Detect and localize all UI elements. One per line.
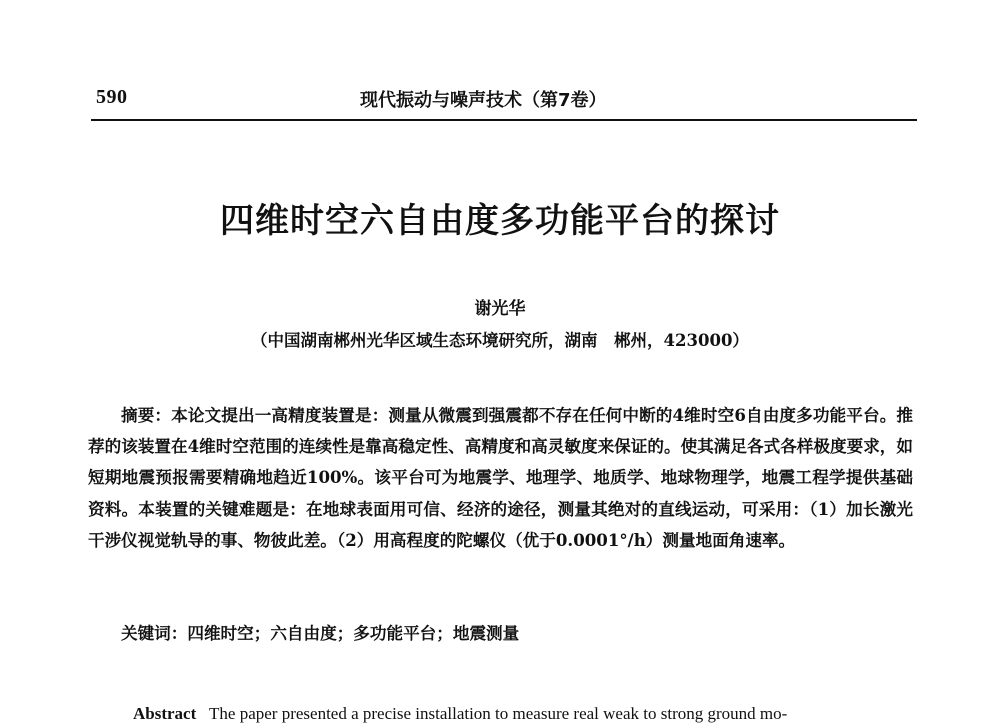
running-header-journal: 现代振动与噪声技术（第7卷） [360, 90, 607, 111]
keywords-line [121, 620, 519, 644]
abstract-paragraph [88, 400, 913, 556]
page-number: 590 [96, 86, 128, 108]
keywords-label: 关键词： [121, 624, 188, 643]
keywords-text: 四维时空；六自由度；多功能平台；地震测量 [187, 623, 520, 643]
author-name: 谢光华 [474, 299, 526, 319]
english-abstract-text: The paper presented a precise installation to measure real weak to strong ground mo- [209, 704, 788, 723]
header-rule [91, 119, 917, 121]
abstract-label: 摘要： [121, 406, 172, 425]
abstract-text: 本论文提出一高精度装置是：测量从微震到强震都不存在任何中断的4维时空6自由度多功能平台。推荐的该装置在4维时空范围的连续性是靠高稳定性、高精度和高灵敏度来保证的。使其满足各式各样极度要求，如短期地震预报需要精确地趋近100%。该平台可为地震学、地理学、地质学、地球物理学，地震工程学提供基础资料。本装置的关键难题是：在地球表面用可信、经济的途径，测量其绝对的直线运动，可采用：（1）加长激光干涉仪视觉轨导的事、物彼此差。（2）用高程度的陀螺仪（优于0.0001°/h）测量地面角速率。 [88, 405, 913, 550]
english-abstract-label: Abstract [133, 704, 197, 723]
paper-title: 四维时空六自由度多功能平台的探讨 [220, 201, 780, 241]
english-abstract-line [133, 704, 913, 724]
author-affiliation: （中国湖南郴州光华区域生态环境研究所，湖南 郴州，423000） [251, 331, 749, 350]
